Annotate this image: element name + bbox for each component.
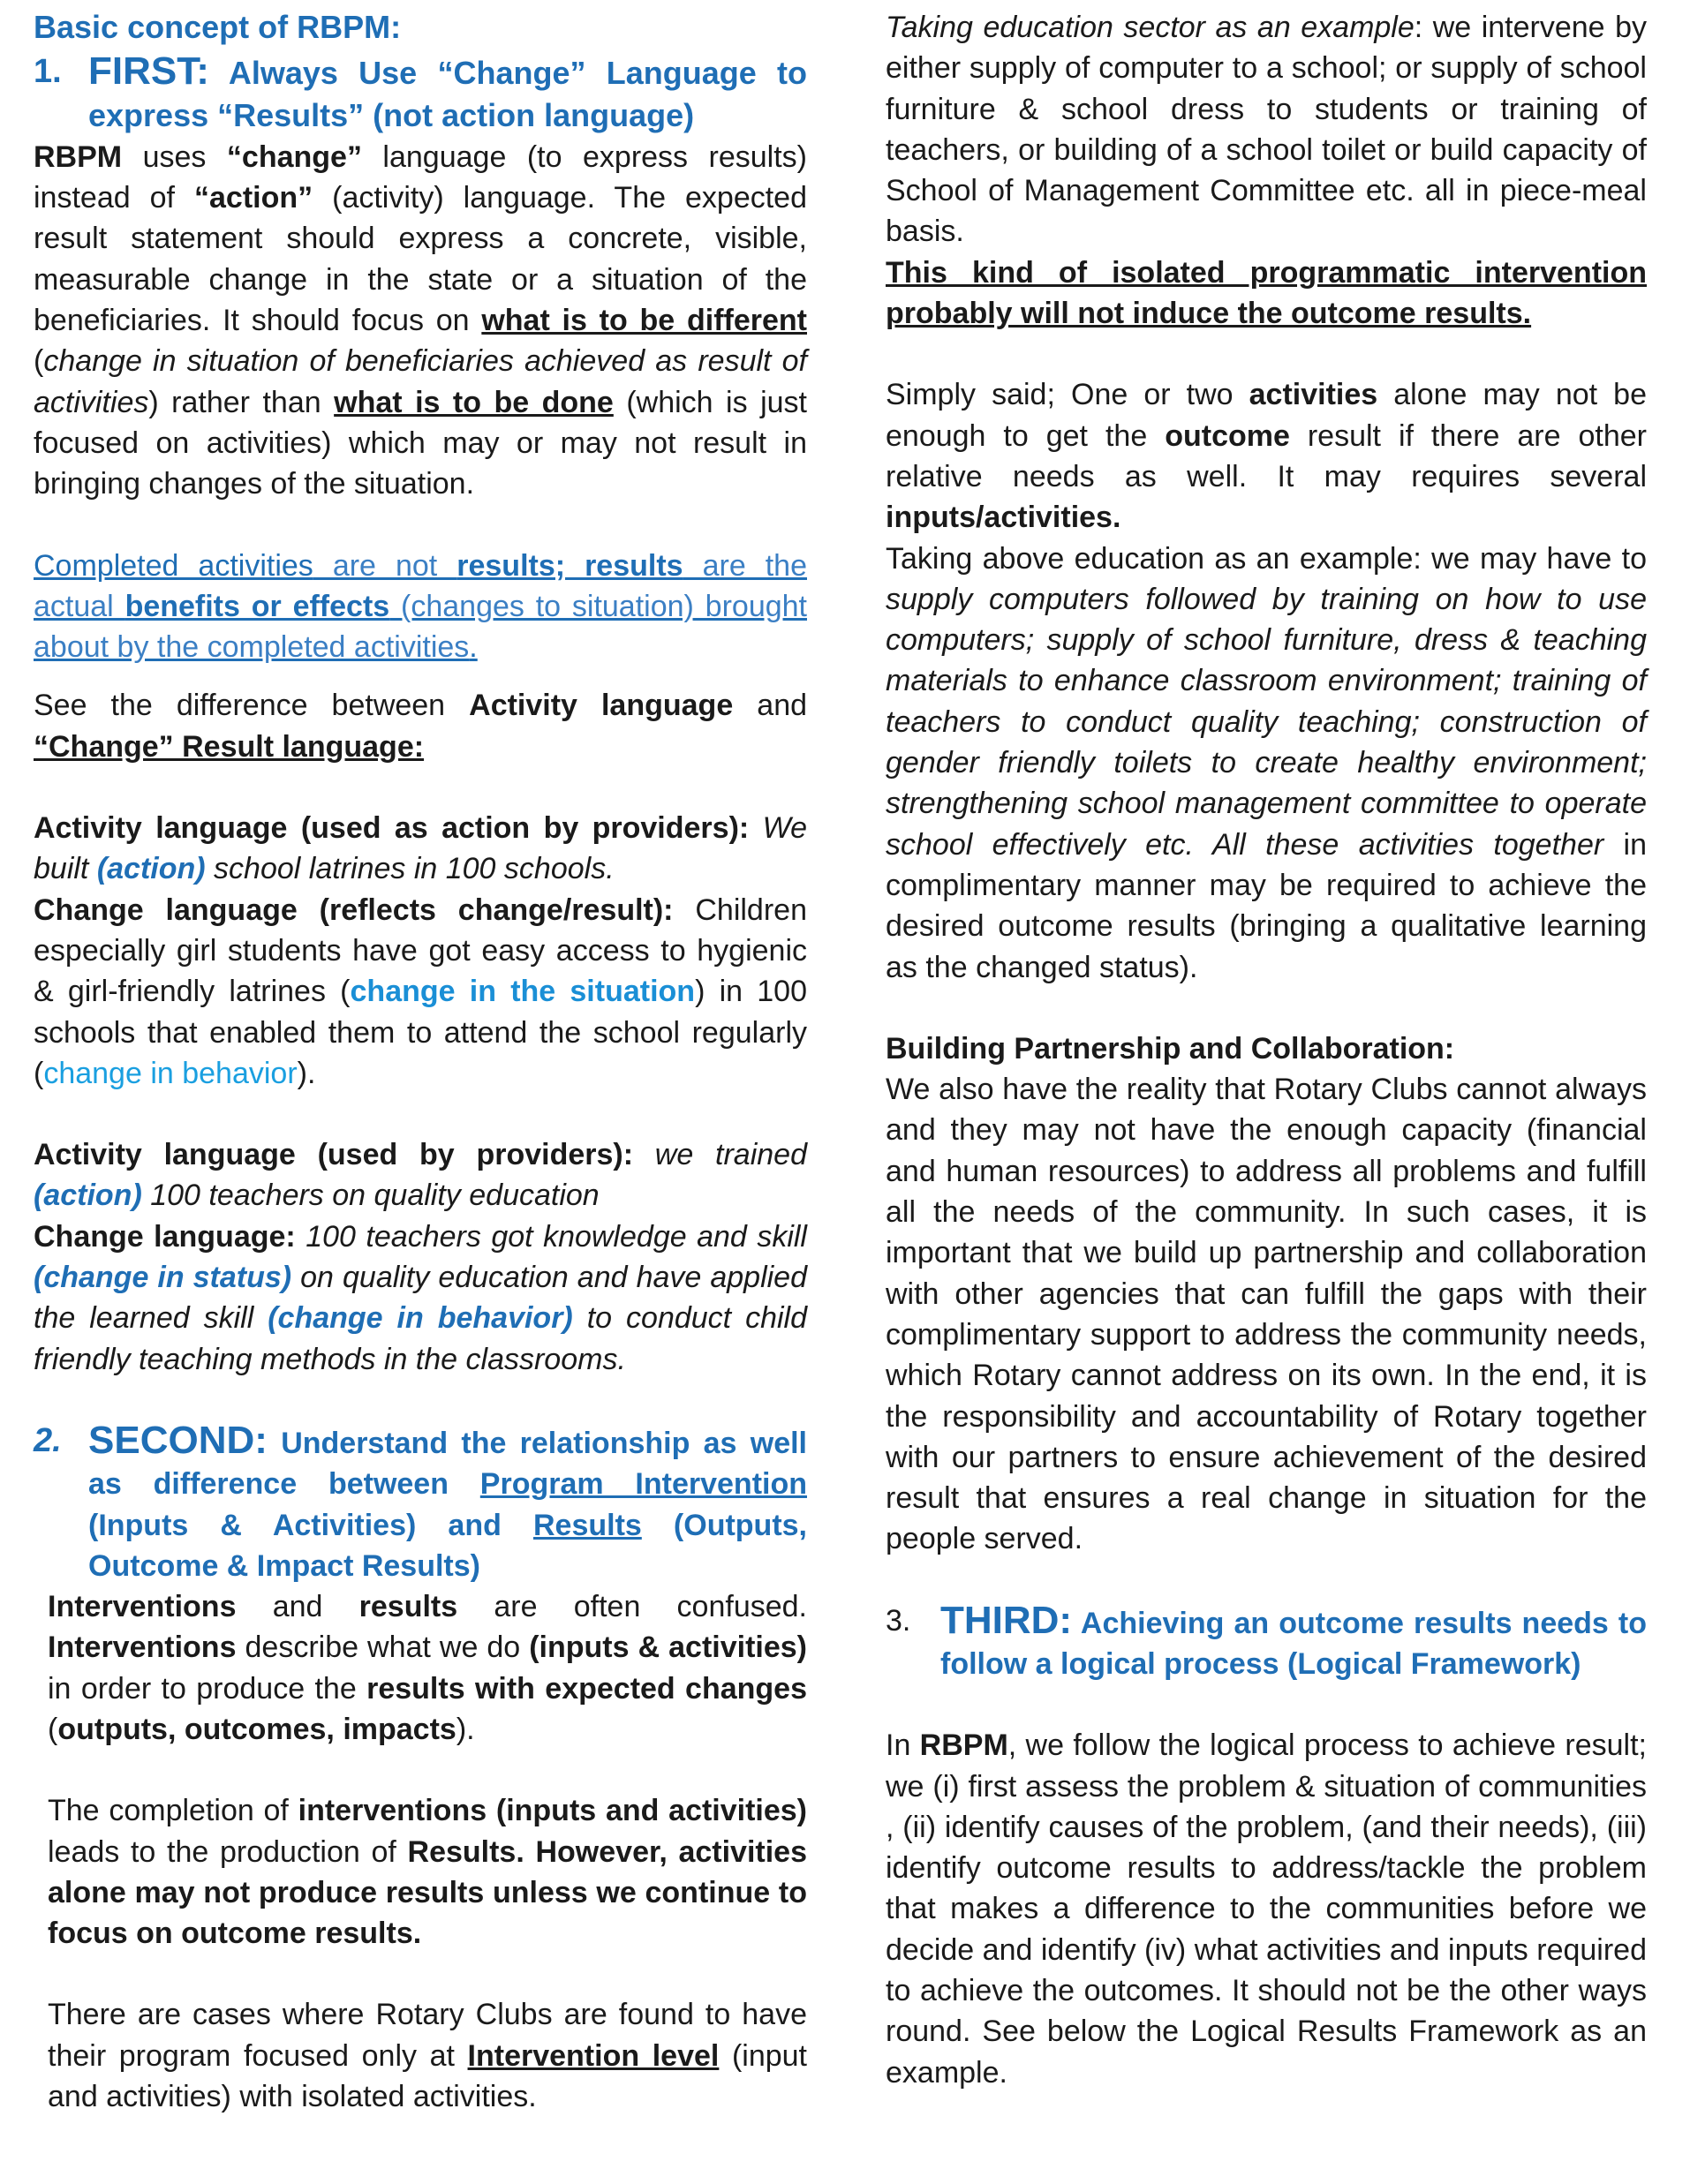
section-number: 2. <box>34 1421 62 1459</box>
example-activity-language: Activity language (used by providers): we trained (action) 100 teachers on quality education <box>34 1138 807 1213</box>
highlighted-definition: Completed activities are not results; results are the actual benefits or effects (changes to situation) brought about by the completed activities. <box>34 548 807 665</box>
paragraph: The completion of interventions (inputs and activities) leads to the production of Results. However, activities alone may not produce results unless we continue to focus on outcome results. <box>48 1794 807 1951</box>
paragraph: Interventions and results are often confused. Interventions describe what we do (inputs & activities) in order to produce the results with expected changes (outputs, outcomes, impacts). <box>48 1590 808 1746</box>
paragraph: There are cases where Rotary Clubs are found to have their program focused only at Intervention level (input and activities) with isolated activities. <box>48 1998 807 2114</box>
right-column <box>886 7 1647 2093</box>
example-change-language: Change language (reflects change/result): Children especially girl students have got easy access to hygienic & girl-friendly latrines (change in the situation) in 100 schools that enabled them to attend the school regularly (change in behavior). <box>34 892 807 1090</box>
section-number: 3. <box>886 1603 911 1638</box>
section-lead: THIRD: <box>940 1598 1073 1642</box>
section-number: 1. <box>34 53 62 91</box>
paragraph: Taking above education as an example: we may have to supply computers followed by training on how to use computers; supply of school furniture, dress & teaching materials to enhance classroom environment; training of teachers to conduct quality teaching; construction of gender friendly toilets to create healthy environment; strengthening school management committee to operate school effectively etc. All these activities together in complimentary manner may be required to achieve the desired outcome results (bringing a qualitative learning as the changed status). <box>886 541 1647 984</box>
paragraph: In RBPM, we follow the logical process to achieve result; we (i) first assess the problem & situation of communities , (ii) identify causes of the problem, (and their needs), (iii) identify outcome results to address/tackle the problem that makes a difference to the communities before we decide and identify (iv) what activities and inputs required to achieve the outcomes. It should not be the other ways round. See below the Logical Results Framework as an example. <box>886 1728 1647 2090</box>
page-title: Basic concept of RBPM: <box>34 9 402 45</box>
subheading: Building Partnership and Collaboration: <box>886 1031 1455 1066</box>
paragraph: RBPM uses “change” language (to express results) instead of “action” (activity) language. The expected result statement should express a concrete, visible, measurable change in the state or a situation of the beneficiaries. It should focus on what is to be different (change in situation of beneficiaries achieved as result of activities) rather than what is to be done (which is just focused on activities) which may or may not result in bringing changes of the situation. <box>34 139 808 501</box>
left-column <box>34 7 807 2117</box>
paragraph: Simply said; One or two activities alone may not be enough to get the outcome result if there are other relative needs as well. It may requires several inputs/activities. <box>886 378 1647 535</box>
section-heading-text: Always Use “Change” Language to express “Results” (not action language) <box>88 55 807 133</box>
section-2-heading: 2. SECOND: Understand the relationship as well as difference between Program Intervention (Inputs & Activities) and Results (Outputs, Outcome & Impact Results) <box>34 1420 807 1586</box>
section-3-heading: 3. THIRD: Achieving an outcome results needs to follow a logical process (Logical Framework) <box>886 1600 1647 1685</box>
paragraph: Taking education sector as an example: we intervene by either supply of computer to a school; or supply of school furniture & school dress to students or training of teachers, or building of a school toilet or build capacity of School of Management Committee etc. all in piece-meal basis. <box>886 11 1647 249</box>
paragraph: We also have the reality that Rotary Clubs cannot always and they may not have the enough capacity (financial and human resources) to address all problems and fulfill all the needs of the community. In such cases, it is important that we build up partnership and collaboration with other agencies that can fulfill the gaps with their complimentary support to address the community needs, which Rotary cannot address on its own. In the end, it is the responsibility and accountability of Rotary together with our partners to ensure achievement of the desired result that ensures a real change in situation for the people served. <box>886 1073 1647 1556</box>
key-statement: This kind of isolated programmatic intervention probably will not induce the outcome results. <box>886 255 1647 331</box>
section-lead: FIRST: <box>88 49 209 94</box>
section-1-heading <box>34 51 807 137</box>
paragraph: See the difference between Activity language and “Change” Result language: <box>34 689 808 764</box>
example-change-language: Change language: 100 teachers got knowledge and skill (change in status) on quality education and have applied the learned skill (change in behavior) to conduct child friendly teaching methods in the classrooms. <box>34 1219 808 1376</box>
section-lead: SECOND: <box>88 1418 268 1462</box>
example-activity-language: Activity language (used as action by providers): We built (action) school latrines in 100 schools. <box>34 811 807 886</box>
